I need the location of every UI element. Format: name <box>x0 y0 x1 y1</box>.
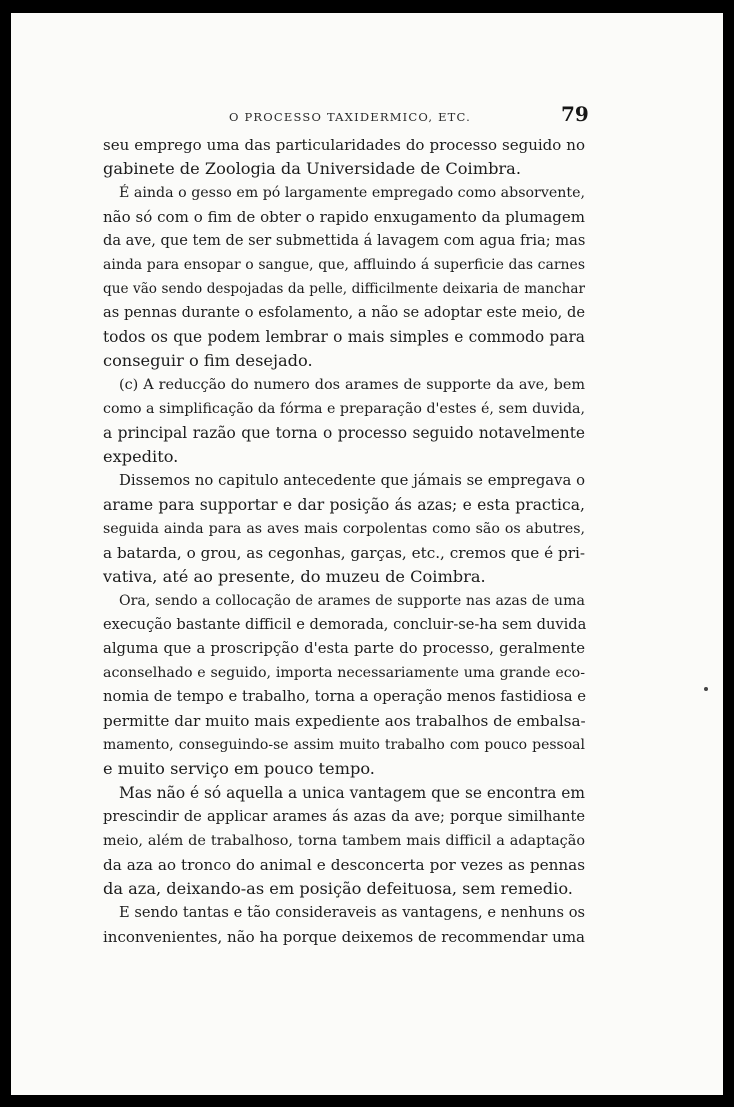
ink-speck <box>704 687 708 691</box>
text-line: Ora, sendo a collocação de arames de supporte nas azas de uma <box>119 593 585 609</box>
text-line: ainda para ensopar o sangue, que, affluindo á superficie das carnes <box>103 257 585 273</box>
text-line: (c) A reducção do numero dos arames de supporte da ave, bem <box>119 377 585 393</box>
text-line: da ave, que tem de ser submettida á lavagem com agua fria; mas <box>103 232 586 249</box>
text-line: Dissemos no capitulo antecedente que jámais se empregava o <box>119 472 585 489</box>
text-line: a batarda, o grou, as cegonhas, garças, etc., cremos que é pri- <box>103 544 585 562</box>
text-line: E sendo tantas e tão consideraveis as vantagens, e nenhuns os <box>119 904 585 921</box>
text-line: que vão sendo despojadas da pelle, difficilmente deixaria de manchar <box>103 281 585 297</box>
text-line: permitte dar muito mais expediente aos trabalhos de embalsa- <box>103 712 586 730</box>
text-line: da aza ao tronco do animal e desconcerta por vezes as pennas <box>103 856 585 874</box>
text-line: todos os que podem lembrar o mais simples e commodo para <box>103 328 585 346</box>
book-page <box>11 13 723 1095</box>
text-line: não só com o fim de obter o rapido enxugamento da plumagem <box>103 208 585 226</box>
text-line: alguma que a proscripção d'esta parte do processo, geralmente <box>103 640 585 657</box>
text-line: gabinete de Zoologia da Universidade de Coimbra. <box>103 159 521 178</box>
text-line: e muito serviço em pouco tempo. <box>103 759 375 778</box>
text-line: da aza, deixando-as em posição defeituosa, sem remedio. <box>103 879 573 898</box>
text-line: aconselhado e seguido, importa necessariamente uma grande eco- <box>103 665 585 681</box>
text-line: como a simplificação da fórma e preparação d'estes é, sem duvida, <box>103 401 585 417</box>
text-line: arame para supportar e dar posição ás azas; e esta practica, <box>103 496 585 514</box>
text-line: seu emprego uma das particularidades do processo seguido no <box>103 136 585 154</box>
text-line: execução bastante difficil e demorada, concluir-se-ha sem duvida <box>103 616 587 633</box>
text-line: inconvenientes, não ha porque deixemos de recommendar uma <box>103 928 585 946</box>
text-line: vativa, até ao presente, do muzeu de Coimbra. <box>103 567 486 586</box>
text-line: Mas não é só aquella a unica vantagem que se encontra em <box>119 784 585 802</box>
text-line: seguida ainda para as aves mais corpolentas como são os abutres, <box>103 521 585 537</box>
text-line: meio, além de trabalhoso, torna tambem mais difficil a adaptação <box>103 833 585 849</box>
text-line: prescindir de applicar arames ás azas da ave; porque similhante <box>103 808 585 825</box>
text-line: mamento, conseguindo-se assim muito trabalho com pouco pessoal <box>103 737 585 753</box>
page-number: 79 <box>561 102 589 126</box>
text-line: conseguir o fim desejado. <box>103 351 313 370</box>
text-line: a principal razão que torna o processo seguido notavelmente <box>103 424 585 442</box>
text-line: expedito. <box>103 447 179 466</box>
text-line: as pennas durante o esfolamento, a não se adoptar este meio, de <box>103 304 585 321</box>
text-line: É ainda o gesso em pó largamente empregado como absorvente, <box>119 185 585 201</box>
text-line: nomia de tempo e trabalho, torna a operação menos fastidiosa e <box>103 688 586 705</box>
page-header <box>11 102 723 128</box>
running-head: O PROCESSO TAXIDERMICO, ETC. <box>229 110 471 124</box>
